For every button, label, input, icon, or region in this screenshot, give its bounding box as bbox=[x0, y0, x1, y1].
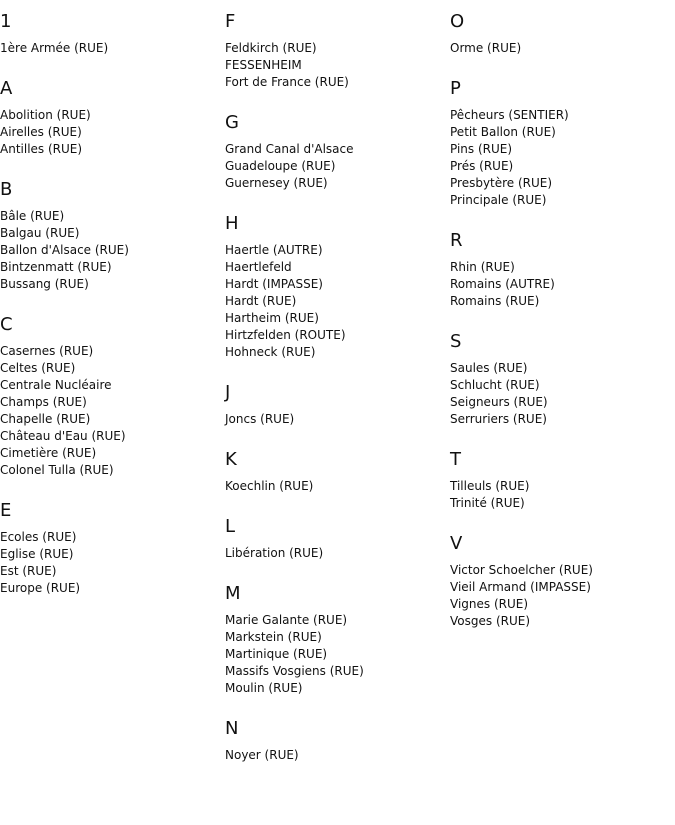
street-link[interactable]: Moulin (RUE) bbox=[225, 681, 303, 695]
street-link[interactable]: Vieil Armand (IMPASSE) bbox=[450, 580, 591, 594]
street-list bbox=[225, 478, 440, 495]
street-list bbox=[450, 360, 665, 428]
street-link[interactable]: Orme (RUE) bbox=[450, 41, 522, 55]
street-link[interactable]: Hohneck (RUE) bbox=[225, 345, 316, 359]
letter-group bbox=[225, 515, 440, 562]
street-link[interactable]: Centrale Nucléaire bbox=[0, 378, 112, 392]
letter-heading: N bbox=[225, 718, 239, 739]
street-link[interactable]: Ballon d'Alsace (RUE) bbox=[0, 243, 129, 257]
street-link[interactable]: Colonel Tulla (RUE) bbox=[0, 463, 114, 477]
letter-group bbox=[450, 10, 665, 57]
street-list bbox=[225, 242, 440, 361]
street-link[interactable]: Tilleuls (RUE) bbox=[450, 479, 530, 493]
street-link[interactable]: Victor Schoelcher (RUE) bbox=[450, 563, 593, 577]
street-link[interactable]: Presbytère (RUE) bbox=[450, 176, 553, 190]
letter-group bbox=[450, 532, 665, 630]
street-list bbox=[225, 612, 440, 697]
street-link[interactable]: Château d'Eau (RUE) bbox=[0, 429, 126, 443]
letter-heading: B bbox=[0, 179, 13, 200]
street-link[interactable]: Principale (RUE) bbox=[450, 193, 547, 207]
letter-heading: L bbox=[225, 516, 236, 537]
street-link[interactable]: Koechlin (RUE) bbox=[225, 479, 314, 493]
street-link[interactable]: Fort de France (RUE) bbox=[225, 75, 349, 89]
letter-group bbox=[225, 582, 440, 697]
letter-group bbox=[0, 178, 215, 293]
letter-group bbox=[225, 10, 440, 91]
street-list bbox=[0, 107, 215, 158]
street-link[interactable]: Pins (RUE) bbox=[450, 142, 513, 156]
street-link[interactable]: Champs (RUE) bbox=[0, 395, 87, 409]
street-list bbox=[225, 40, 440, 91]
letter-group bbox=[0, 313, 215, 479]
street-link[interactable]: Prés (RUE) bbox=[450, 159, 514, 173]
street-list bbox=[225, 411, 440, 428]
street-link[interactable]: Massifs Vosgiens (RUE) bbox=[225, 664, 364, 678]
street-list bbox=[450, 259, 665, 310]
street-link[interactable]: Hirtzfelden (ROUTE) bbox=[225, 328, 346, 342]
letter-group bbox=[450, 330, 665, 428]
letter-group bbox=[450, 448, 665, 512]
street-link[interactable]: Petit Ballon (RUE) bbox=[450, 125, 556, 139]
street-link[interactable]: Guernesey (RUE) bbox=[225, 176, 328, 190]
letter-heading: S bbox=[450, 331, 462, 352]
street-column-1 bbox=[0, 10, 215, 617]
street-link[interactable]: Bussang (RUE) bbox=[0, 277, 89, 291]
letter-heading: R bbox=[450, 230, 463, 251]
street-link[interactable]: Chapelle (RUE) bbox=[0, 412, 91, 426]
street-link[interactable]: Vignes (RUE) bbox=[450, 597, 529, 611]
letter-heading: P bbox=[450, 78, 461, 99]
letter-heading: T bbox=[450, 449, 461, 470]
street-link[interactable]: Marie Galante (RUE) bbox=[225, 613, 348, 627]
street-link[interactable]: Romains (AUTRE) bbox=[450, 277, 555, 291]
street-link[interactable]: Hardt (IMPASSE) bbox=[225, 277, 323, 291]
street-link[interactable]: Pêcheurs (SENTIER) bbox=[450, 108, 569, 122]
letter-heading: J bbox=[225, 382, 231, 403]
letter-group bbox=[225, 111, 440, 192]
street-link[interactable]: Celtes (RUE) bbox=[0, 361, 76, 375]
street-list bbox=[0, 40, 215, 57]
street-column-2 bbox=[225, 10, 440, 784]
street-list bbox=[450, 107, 665, 209]
letter-heading: 1 bbox=[0, 11, 12, 32]
letter-heading: H bbox=[225, 213, 239, 234]
street-link[interactable]: Rhin (RUE) bbox=[450, 260, 515, 274]
street-link[interactable]: Guadeloupe (RUE) bbox=[225, 159, 336, 173]
street-link[interactable]: Balgau (RUE) bbox=[0, 226, 80, 240]
street-link[interactable]: Hartheim (RUE) bbox=[225, 311, 319, 325]
street-link[interactable]: Bâle (RUE) bbox=[0, 209, 65, 223]
street-list bbox=[450, 562, 665, 630]
street-link[interactable]: Abolition (RUE) bbox=[0, 108, 91, 122]
letter-group bbox=[225, 448, 440, 495]
street-link[interactable]: Feldkirch (RUE) bbox=[225, 41, 317, 55]
street-link[interactable]: Markstein (RUE) bbox=[225, 630, 322, 644]
street-link[interactable]: Est (RUE) bbox=[0, 564, 57, 578]
street-list bbox=[0, 529, 215, 597]
street-list bbox=[0, 208, 215, 293]
street-list bbox=[225, 747, 440, 764]
letter-group bbox=[0, 499, 215, 597]
street-list bbox=[225, 141, 440, 192]
letter-group bbox=[450, 229, 665, 310]
street-link[interactable]: Libération (RUE) bbox=[225, 546, 324, 560]
letter-heading: F bbox=[225, 11, 236, 32]
street-list bbox=[225, 545, 440, 562]
street-link[interactable]: Ecoles (RUE) bbox=[0, 530, 77, 544]
letter-group bbox=[0, 77, 215, 158]
street-link[interactable]: Haertle (AUTRE) bbox=[225, 243, 323, 257]
street-link[interactable]: Cimetière (RUE) bbox=[0, 446, 97, 460]
street-link[interactable]: Casernes (RUE) bbox=[0, 344, 94, 358]
street-link[interactable]: Bintzenmatt (RUE) bbox=[0, 260, 112, 274]
street-link[interactable]: Europe (RUE) bbox=[0, 581, 81, 595]
letter-heading: V bbox=[450, 533, 463, 554]
letter-group bbox=[0, 10, 215, 57]
street-link[interactable]: Haertlefeld bbox=[225, 260, 292, 274]
letter-heading: E bbox=[0, 500, 12, 521]
street-link[interactable]: Noyer (RUE) bbox=[225, 748, 299, 762]
letter-group bbox=[225, 381, 440, 428]
street-link[interactable]: FESSENHEIM bbox=[225, 58, 302, 72]
street-link[interactable]: Joncs (RUE) bbox=[225, 412, 295, 426]
letter-heading: O bbox=[450, 11, 465, 32]
letter-heading: G bbox=[225, 112, 239, 133]
street-link[interactable]: Eglise (RUE) bbox=[0, 547, 74, 561]
street-link[interactable]: Trinité (RUE) bbox=[450, 496, 525, 510]
street-link[interactable]: Seigneurs (RUE) bbox=[450, 395, 548, 409]
street-link[interactable]: Hardt (RUE) bbox=[225, 294, 297, 308]
street-link[interactable]: Antilles (RUE) bbox=[0, 142, 83, 156]
street-link[interactable]: Serruriers (RUE) bbox=[450, 412, 547, 426]
street-column-3 bbox=[450, 10, 665, 650]
letter-heading: A bbox=[0, 78, 13, 99]
street-link[interactable]: Schlucht (RUE) bbox=[450, 378, 540, 392]
letter-heading: C bbox=[0, 314, 13, 335]
street-list bbox=[450, 40, 665, 57]
street-link[interactable]: Grand Canal d'Alsace bbox=[225, 142, 354, 156]
letter-group bbox=[450, 77, 665, 209]
letter-heading: M bbox=[225, 583, 241, 604]
letter-heading: K bbox=[225, 449, 237, 470]
letter-group bbox=[225, 212, 440, 361]
street-link[interactable]: 1ère Armée (RUE) bbox=[0, 41, 109, 55]
street-list bbox=[450, 478, 665, 512]
street-link[interactable]: Martinique (RUE) bbox=[225, 647, 328, 661]
street-link[interactable]: Saules (RUE) bbox=[450, 361, 528, 375]
street-link[interactable]: Airelles (RUE) bbox=[0, 125, 82, 139]
street-link[interactable]: Vosges (RUE) bbox=[450, 614, 531, 628]
street-link[interactable]: Romains (RUE) bbox=[450, 294, 540, 308]
street-list bbox=[0, 343, 215, 479]
letter-group bbox=[225, 717, 440, 764]
